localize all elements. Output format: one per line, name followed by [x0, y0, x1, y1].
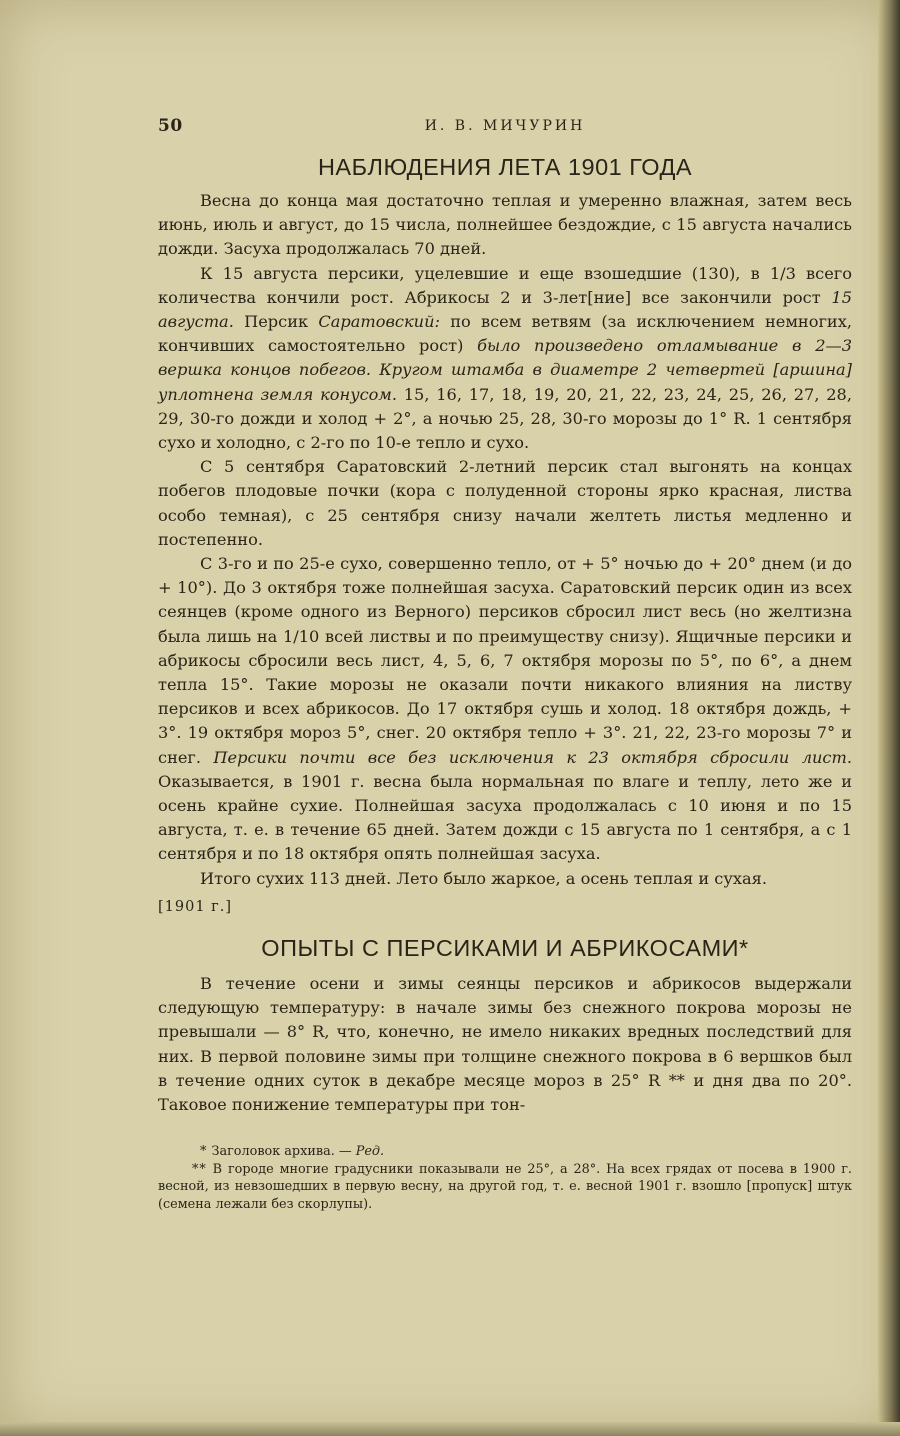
text-run: 15, 16, 17, 18, 19, 20, 21, 22, 23, 24, 25, 26, 27, 28, 29, 30-го дожди и холод + 2°, а ночью 25, 28, 30-го морозы до 1° R. 1 сентября сухо и холодно, с 2-го по 10-е тепло и сухо.	[158, 384, 853, 453]
italic-run: было произведено отламывание в 2—3 вершка концов побегов. Кругом штамба в диаметре 2 четвертей [аршина] уплотнена земля конусом.	[158, 336, 852, 404]
page-edge-shadow	[878, 0, 900, 1436]
footnotes	[158, 1143, 852, 1213]
section-title-experiments	[158, 935, 852, 962]
fraction: 1/10	[283, 626, 320, 646]
text-run: всего количества кончили рост. Абрикосы 2 и 3-лет[ние] все закончили рост	[158, 263, 852, 307]
text-run: всей листвы и по преимуществу снизу). Ящичные персики и абрикосы сбросили весь лист, 4, 5, 6, 7 октября морозы по 5°, по 6°, а днем тепла 15°. Такие морозы не оказали почти никакого влияния на листву персиков и всех абрикосов. До 17 октября сушь и холод. 18 октября дождь, + 3°. 19 октября мороз 5°, снег. 20 октября тепло + 3°. 21, 22, 23-го морозы 7° и снег.	[158, 626, 853, 767]
footnote-ref: *	[739, 934, 749, 961]
footnote-1	[158, 1143, 852, 1161]
text-run: К 15 августа персики, уцелевшие и еще взошедшие (130), в	[200, 263, 770, 283]
paragraph	[158, 262, 852, 456]
paragraph: Весна до конца мая достаточно теплая и умеренно влажная, затем весь июнь, июль и август, до 15 числа, полнейшее бездождие, с 15 августа начались дожди. Засуха продолжалась 70 дней.	[158, 191, 852, 259]
text-run: С 3-го и по 25-е сухо, совершенно тепло, от + 5° ночью до + 20° днем (и до + 10°). До 3 октября тоже полнейшая засуха. Саратовский персик один из всех сеянцев (кроме одного из Верного) персиков сбросил лист весь (но желтизна была лишь на	[158, 554, 852, 646]
page-number: 50	[158, 116, 183, 136]
paragraph: С 5 сентября Саратовский 2-летний персик стал выгонять на концах побегов плодовые почки (кора с полуденной стороны ярко красная, листва особо темная), с 25 сентября снизу начали желтеть листья медленно и постепенно.	[158, 457, 852, 549]
paragraph: Итого сухих 113 дней. Лето было жаркое, а осень теплая и сухая.	[200, 868, 768, 888]
text-run: Оказывается, в 1901 г. весна была нормальная по влаге и теплу, лето же и осень крайне сухие. Полнейшая засуха продолжалась с 10 июня и по 15 августа, т. е. в течение 65 дней. Затем дожди с 15 августа по 1 сентября, а с 1 сентября и по 18 октября опять полнейшая засуха.	[158, 771, 852, 864]
italic-run: 15 августа.	[158, 287, 852, 332]
text-run: Персик	[233, 312, 319, 332]
running-title: И. В. МИЧУРИН	[424, 118, 586, 134]
section-title-observations: НАБЛЮДЕНИЯ ЛЕТА 1901 ГОДА	[317, 154, 693, 180]
footnote-mark: **	[192, 1161, 207, 1177]
footnote-text: В городе многие градусники показывали не 25°, а 28°. На всех грядах от посева в 1900 г. весной, из невзошедших в первую весну, на другой год, т. е. весной 1901 г. взошло [пропуск] штук (семена лежали без скорлупы).	[158, 1161, 852, 1212]
fraction: 1/3	[769, 263, 796, 283]
running-head	[158, 112, 852, 144]
paragraph	[158, 552, 852, 867]
footnote-text: Заголовок архива. —	[207, 1144, 356, 1160]
section-title-text: ОПЫТЫ С ПЕРСИКАМИ И АБРИКОСАМИ	[261, 934, 740, 961]
paragraph: В течение осени и зимы сеянцы персиков и абрикосов выдержали следующую температуру: в начале зимы без снежного покрова морозы не превышали — 8° R, что, конечно, не имело никаких вредных последствий для них. В первой половине зимы при толщине снежного покрова в 6 вершков был в течение одних суток в декабре месяце мороз в 25° R ** и дня два по 20°. Таковое понижение температуры при тон-	[158, 973, 852, 1114]
text-run: по всем ветвям (за исключением немногих, кончивших самостоятельно рост)	[158, 312, 852, 356]
italic-run: Саратовский:	[318, 312, 440, 332]
date-note: [1901 г.]	[158, 898, 233, 915]
footnote-2	[158, 1161, 852, 1214]
footnote-mark: *	[200, 1144, 208, 1160]
page-content	[158, 112, 852, 1213]
italic-run: Персики почти все без исключения к 23 октября сбросили лист.	[213, 747, 852, 767]
page-bottom-edge	[0, 1422, 900, 1436]
footnote-italic: Ред.	[355, 1144, 385, 1160]
